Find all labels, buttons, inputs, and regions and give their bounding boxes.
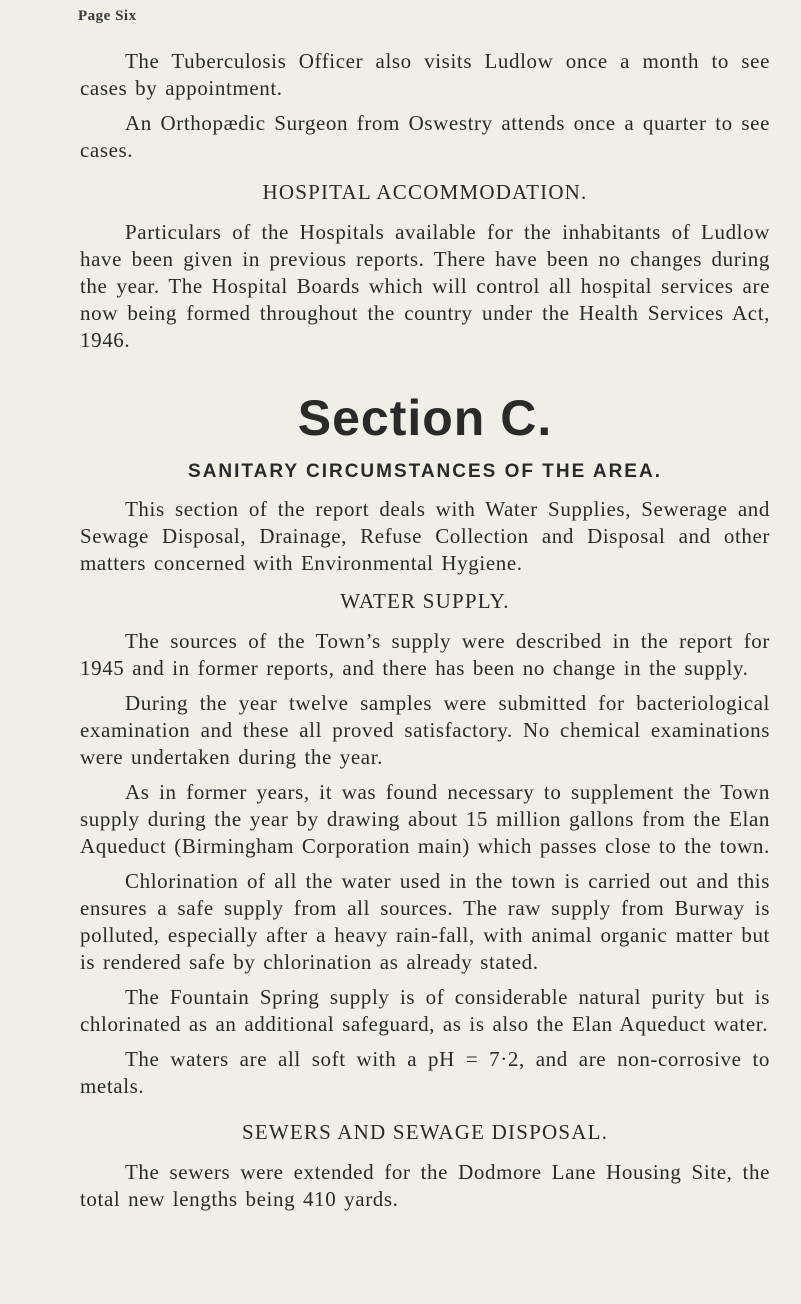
paragraph-fountain-spring: The Fountain Spring supply is of considerable natural purity but is chlorinated as an additional safeguard, as is also the Elan Aqueduct water. (80, 985, 770, 1036)
paragraph-hospital-accommodation: Particulars of the Hospitals available for the inhabitants of Ludlow have been given in previous reports. There have been no changes during the year. The Hospital Boards which will control all hospital services are now being formed throughout the country under the Health Services Act, 1946. (80, 220, 770, 352)
page-number: Page Six (78, 8, 137, 24)
section-title: Section C. (297, 390, 553, 446)
paragraph-water-supplement: As in former years, it was found necessary to supplement the Town supply during the year by drawing about 15 million gallons from the Elan Aqueduct (Birmingham Corporation main) which passes close to the town. (80, 780, 770, 858)
heading-water-supply: WATER SUPPLY. (340, 589, 510, 613)
section-subtitle: SANITARY CIRCUMSTANCES OF THE AREA. (188, 461, 662, 482)
paragraph-section-intro: This section of the report deals with Water Supplies, Sewerage and Sewage Disposal, Drainage, Refuse Collection and Disposal and other matters concerned with Environmental Hygiene. (80, 497, 770, 575)
page-content (80, 48, 770, 1213)
paragraph-water-chlorination: Chlorination of all the water used in the town is carried out and this ensures a safe supply from all sources. The raw supply from Burway is polluted, especially after a heavy rain-fall, with animal organic matter but is rendered safe by chlorination as already stated. (80, 869, 770, 974)
heading-hospital-accommodation: HOSPITAL ACCOMMODATION. (262, 180, 588, 204)
paragraph-sewers: The sewers were extended for the Dodmore Lane Housing Site, the total new lengths being 410 yards. (80, 1160, 770, 1211)
paragraph-water-samples: During the year twelve samples were submitted for bacteriological examination and these all proved satisfactory. No chemical examinations were undertaken during the year. (80, 691, 770, 769)
paragraph-water-sources: The sources of the Town’s supply were described in the report for 1945 and in former reports, and there has been no change in the supply. (80, 629, 770, 680)
paragraph-water-ph: The waters are all soft with a pH = 7·2, and are non-corrosive to metals. (80, 1047, 770, 1098)
heading-sewers-and-sewage-disposal: SEWERS AND SEWAGE DISPOSAL. (241, 1120, 609, 1144)
paragraph-orthopaedic-surgeon: An Orthopædic Surgeon from Oswestry attends once a quarter to see cases. (80, 111, 770, 162)
paragraph-tuberculosis-officer: The Tuberculosis Officer also visits Ludlow once a month to see cases by appointment. (80, 49, 770, 100)
